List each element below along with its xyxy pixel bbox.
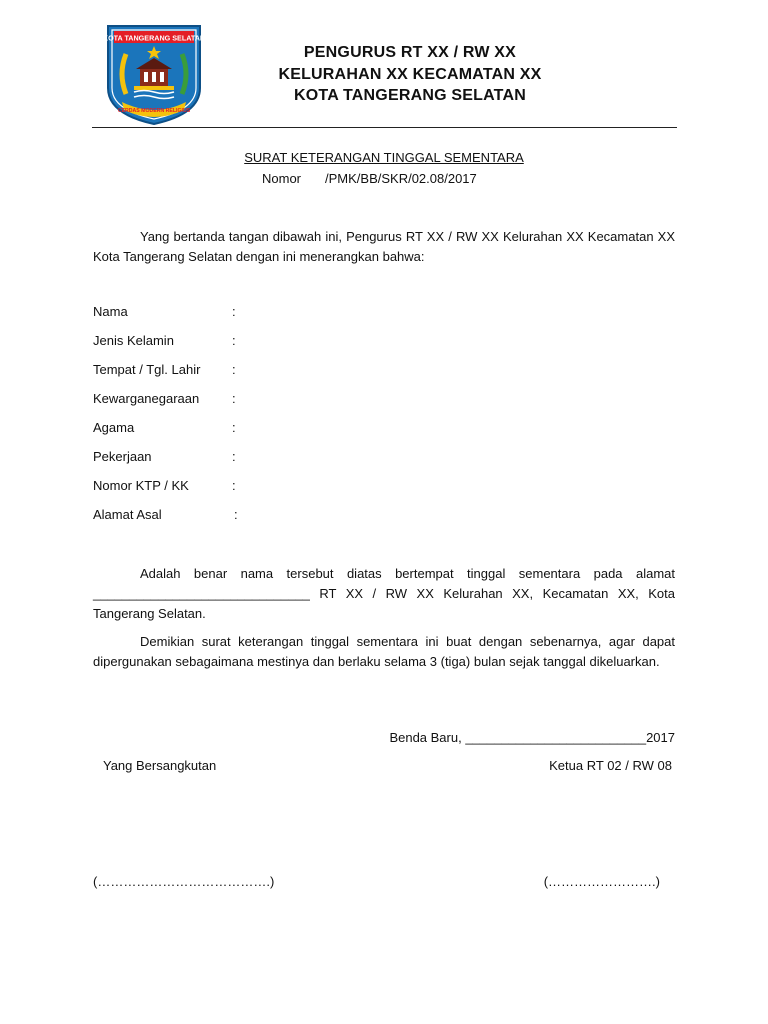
signatory-right-title: Ketua RT 02 / RW 08 [549, 758, 672, 773]
field-label-kewarganegaraan: Kewarganegaraan [93, 391, 200, 406]
field-colon: : [232, 333, 236, 348]
field-colon: : [232, 391, 236, 406]
address-statement-paragraph: Adalah benar nama tersebut diatas bertempat tinggal sementara pada alamat ______________________________ RT XX / RW XX Kelurahan XX, Kecamatan XX, Kota Tangerang Selatan. [93, 566, 675, 621]
place-date-line: Benda Baru, _________________________2017 [389, 730, 675, 745]
signature-blank-left: (………………………………….) [93, 874, 275, 889]
letter-number-value: /PMK/BB/SKR/02.08/2017 [325, 171, 477, 186]
signature-blank-right: (…………………….) [543, 874, 660, 889]
intro-paragraph: Yang bertanda tangan dibawah ini, Pengurus RT XX / RW XX Kelurahan XX Kecamatan XX Kota Tangerang Selatan dengan ini menerangkan bahwa: [93, 229, 675, 264]
field-label-jenis-kelamin: Jenis Kelamin [93, 333, 174, 348]
field-label-nama: Nama [93, 304, 128, 319]
letter-title: SURAT KETERANGAN TINGGAL SEMENTARA [244, 150, 524, 165]
header-divider [92, 127, 677, 128]
letter-number-label: Nomor [262, 171, 302, 186]
field-colon: : [232, 420, 236, 435]
field-colon: : [232, 362, 236, 377]
city-emblem-icon [104, 22, 204, 126]
field-label-alamat-asal: Alamat Asal [93, 507, 162, 522]
header-kelurahan: KELURAHAN XX KECAMATAN XX [278, 66, 542, 83]
svg-text:KOTA TANGERANG SELATAN: KOTA TANGERANG SELATAN [104, 33, 204, 43]
svg-text:CERDAS MODERN RELIGIUS: CERDAS MODERN RELIGIUS [117, 108, 191, 114]
field-colon: : [232, 478, 236, 493]
field-label-nomor-ktp-kk: Nomor KTP / KK [93, 478, 189, 493]
field-label-tempat-tgl-lahir: Tempat / Tgl. Lahir [93, 362, 201, 377]
field-colon: : [232, 304, 236, 319]
field-label-pekerjaan: Pekerjaan [93, 449, 152, 464]
kota-tangerang-selatan-logo [104, 22, 204, 126]
header-city: KOTA TANGERANG SELATAN [294, 87, 526, 104]
letter-number [262, 171, 477, 186]
field-colon: : [232, 449, 236, 464]
signatory-left-title: Yang Bersangkutan [103, 758, 217, 773]
closing-paragraph: Demikian surat keterangan tinggal sementara ini buat dengan sebenarnya, agar dapat dipergunakan sebagaimana mestinya dan berlaku selama 3 (tiga) bulan sejak tanggal dikeluarkan. [93, 634, 675, 669]
field-colon: : [234, 507, 238, 522]
field-label-agama: Agama [93, 420, 135, 435]
header-org-name: PENGURUS RT XX / RW XX [303, 44, 517, 61]
